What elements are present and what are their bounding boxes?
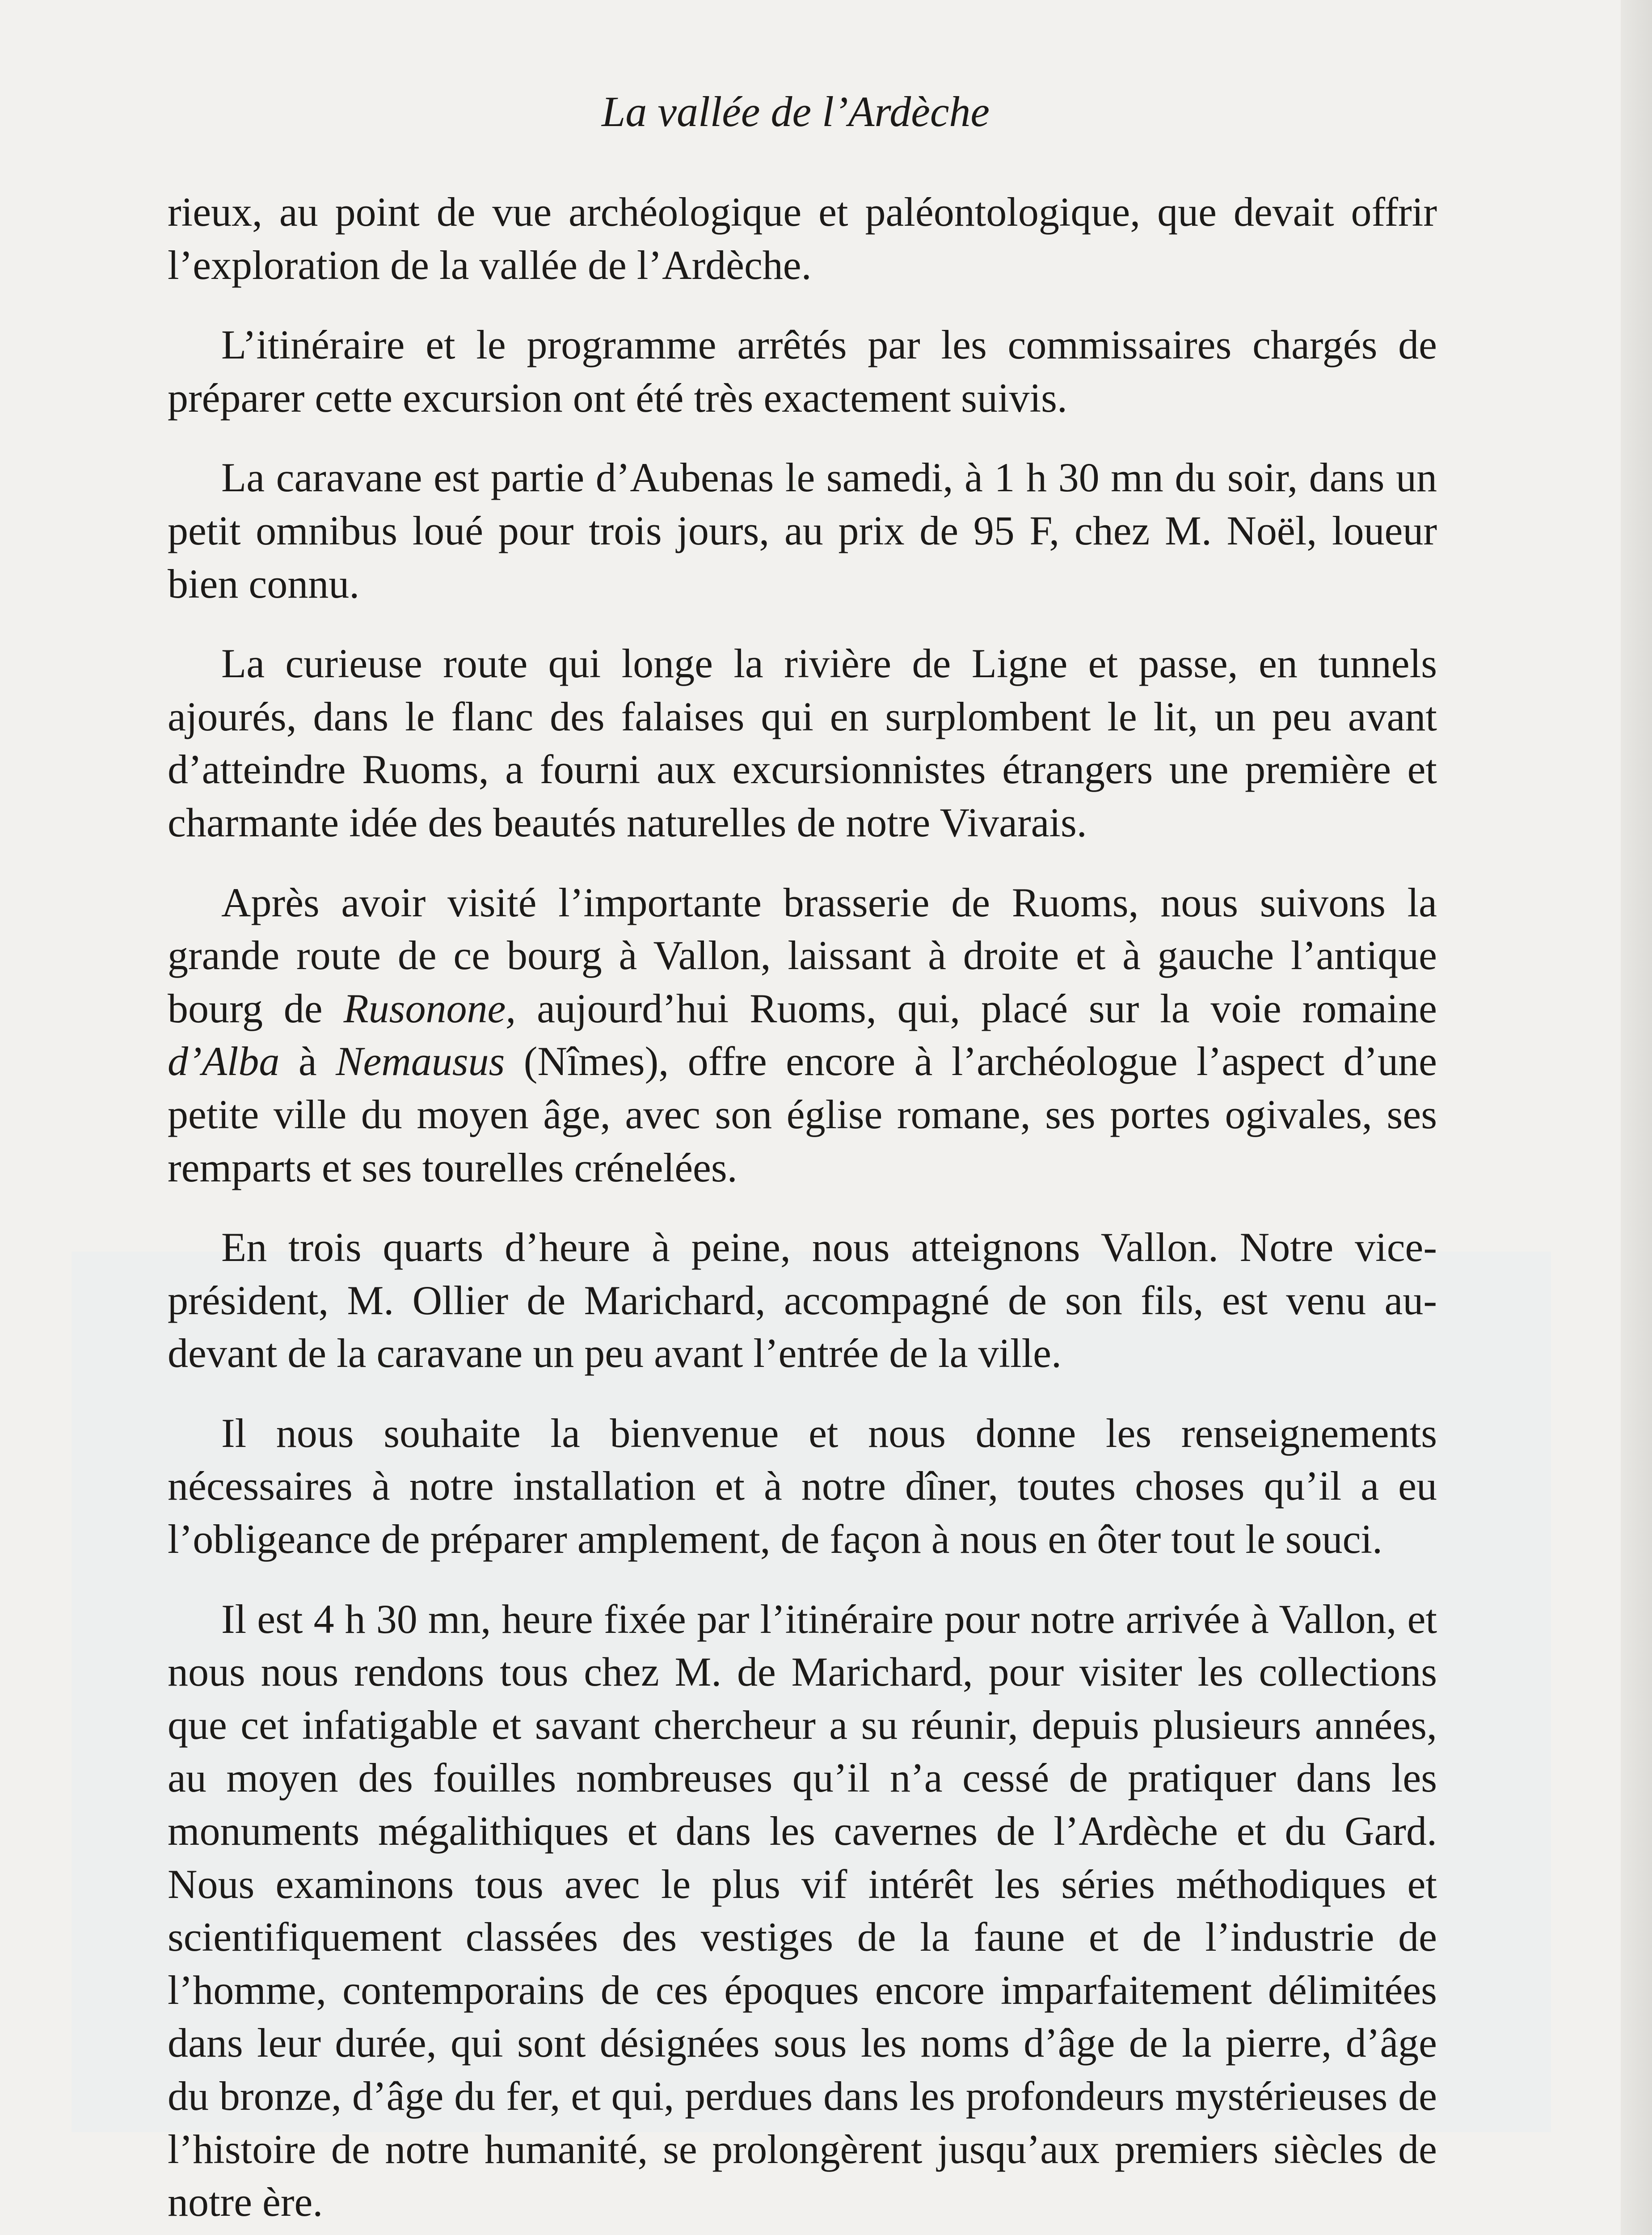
paragraph-1: rieux, au point de vue archéologique et paléontologique, que devait offrir l’exploration de la vallée de l’Ardèche. (168, 189, 1437, 288)
running-title: La vallée de l’Ardèche (601, 88, 990, 135)
paragraph-5-text-4: (Nîmes), offre encore à l’archéologue l’aspect d’une petite ville du moyen âge, avec son église romane, ses portes ogivales, ses remparts et ses tourelles crénelées. (168, 1038, 1437, 1190)
paragraph-3: La caravane est partie d’Aubenas le samedi, à 1 h 30 mn du soir, dans un petit omnibus loué pour trois jours, au prix de 95 F, chez M. Noël, loueur bien connu. (168, 455, 1437, 607)
paragraph-6: En trois quarts d’heure à peine, nous atteignons Vallon. Notre vice-président, M. Ollier de Marichard, accompagné de son fils, est venu au-devant de la caravane un peu avant l’entrée de la ville. (168, 1224, 1437, 1376)
paragraph-7: Il nous souhaite la bienvenue et nous donne les renseignements nécessaires à notre installation et à notre dîner, toutes choses qu’il a eu l’obligeance de préparer amplement, de façon à nous en ôter tout le souci. (168, 1410, 1437, 1562)
paragraph-5-text-3: à (279, 1038, 336, 1084)
paragraph-2: L’itinéraire et le programme arrêtés par les commissaires chargés de préparer cette excursion ont été très exactement suivis. (168, 322, 1437, 421)
place-name-rusonone: Rusonone, (343, 985, 516, 1031)
paragraph-5-text-2: aujourd’hui Ruoms, qui, placé sur la voie romaine (516, 985, 1437, 1031)
paragraph-8: Il est 4 h 30 mn, heure fixée par l’itinéraire pour notre arrivée à Vallon, et nous nous rendons tous chez M. de Marichard, pour visiter les collections que cet infatigable et savant chercheur a su réunir, depuis plusieurs années, au moyen des fouilles nombreuses qu’il n’a cessé de pratiquer dans les monuments mégalithiques et dans les cavernes de l’Ardèche et du Gard. Nous examinons tous avec le plus vif intérêt les séries méthodiques et scientifiquement classées des vestiges de la faune et de l’industrie de l’homme, contemporains de ces époques encore imparfaitement délimitées dans leur durée, qui sont désignées sous les noms d’âge de la pierre, d’âge du bronze, d’âge du fer, et qui, perdues dans les profondeurs mystérieuses de l’histoire de notre humanité, se prolongèrent jusqu’aux premiers siècles de notre ère. (168, 1596, 1437, 2225)
paragraph-5 (168, 876, 1437, 1194)
body-text (168, 186, 1437, 2235)
place-name-alba: d’Alba (168, 1038, 280, 1084)
page-edge (1621, 0, 1652, 2235)
paragraph-5-text-1: Après avoir visité l’importante brasserie de Ruoms, nous suivons la grande route de ce bourg à Vallon, laissant à droite et à gauche l’antique bourg de (168, 879, 1437, 1031)
place-name-nemausus: Nemausus (336, 1038, 505, 1084)
paragraph-4: La curieuse route qui longe la rivière de Ligne et passe, en tunnels ajourés, dans le flanc des falaises qui en surplombent le lit, un peu avant d’atteindre Ruoms, a fourni aux excursionnistes étrangers une première et charmante idée des beautés naturelles de notre Vivarais. (168, 641, 1437, 845)
